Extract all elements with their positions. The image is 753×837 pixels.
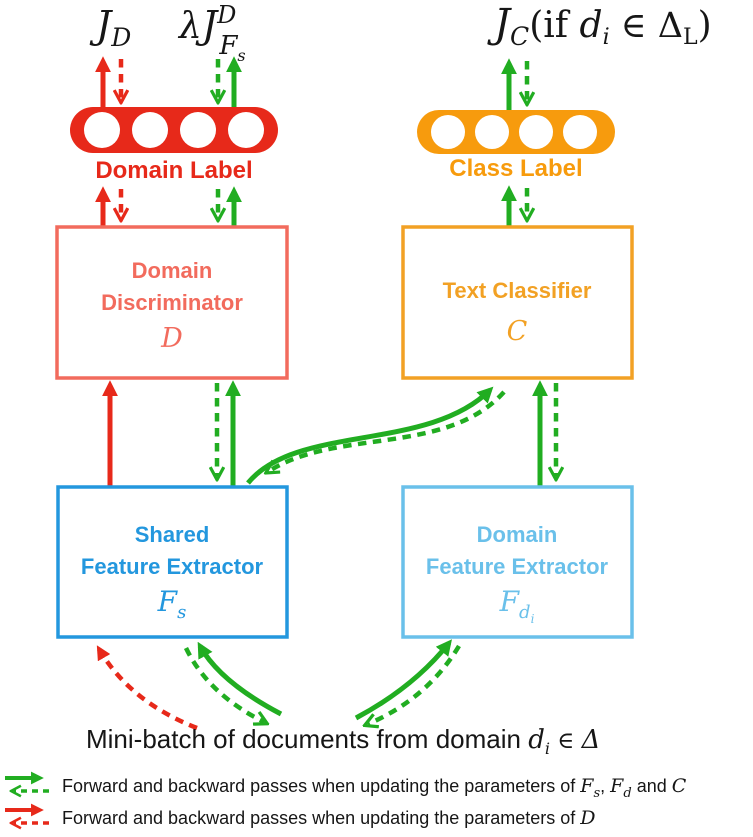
loss-domain-formula: $J_D$ — [96, 3, 132, 52]
shared-feature-extractor-line2: Feature Extractor — [80, 554, 264, 579]
arrow-shared-to-minibatch-backward — [186, 648, 264, 722]
text-classifier-line1: Text Classifier — [442, 278, 592, 303]
shared-feature-extractor-symbol: $F_s$ — [157, 585, 187, 623]
unit-circle — [180, 112, 216, 148]
unit-circle — [475, 115, 509, 149]
legend-red-text: Forward and backward passes when updating the parameters of D — [62, 807, 596, 829]
arrow-domainfe-to-minibatch-backward — [368, 646, 459, 724]
unit-circle — [84, 112, 120, 148]
arrow-minibatch-to-shared-red — [99, 649, 197, 728]
unit-circle — [431, 115, 465, 149]
domain-feature-extractor-line2: Feature Extractor — [425, 554, 609, 579]
class-label-layer — [417, 110, 615, 182]
domain-label-text: Domain Label — [95, 157, 253, 184]
unit-circle — [132, 112, 168, 148]
domain-discriminator-symbol: D — [161, 323, 183, 354]
domain-feature-extractor-line1: Domain — [476, 522, 558, 547]
domain-discriminator-box — [57, 227, 287, 378]
unit-circle — [228, 112, 264, 148]
unit-circle — [563, 115, 597, 149]
domain-label-layer — [70, 107, 278, 184]
shared-feature-extractor-box — [58, 487, 287, 637]
loss-classifier-formula: $J_C(if$ di ∈ ΔL) — [494, 1, 712, 51]
shared-feature-extractor-line1: Shared — [134, 522, 210, 547]
legend-green-text: Forward and backward passes when updating the parameters of $F_s$, $F_d$ and C — [62, 775, 687, 801]
domain-feature-extractor-box — [403, 487, 632, 637]
legend-row-red — [5, 807, 596, 829]
minibatch-caption: Mini-batch of documents from domain $d_i$ ∈ Δ — [86, 724, 601, 758]
domain-discriminator-line2: Discriminator — [101, 290, 243, 315]
text-classifier-symbol: C — [506, 316, 528, 347]
loss-adversarial-formula: $\lambda J^D$ Fs — [179, 1, 246, 65]
legend-row-green — [5, 775, 687, 801]
unit-circle — [519, 115, 553, 149]
domain-feature-extractor-symbol: $F_di$ — [499, 585, 535, 626]
text-classifier-box — [403, 227, 632, 378]
domain-discriminator-line1: Domain — [131, 258, 213, 283]
arrow-shared-to-classifier-forward-curve — [248, 390, 490, 483]
class-label-text: Class Label — [449, 155, 583, 182]
arrow-minibatch-to-shared-forward — [200, 646, 281, 714]
